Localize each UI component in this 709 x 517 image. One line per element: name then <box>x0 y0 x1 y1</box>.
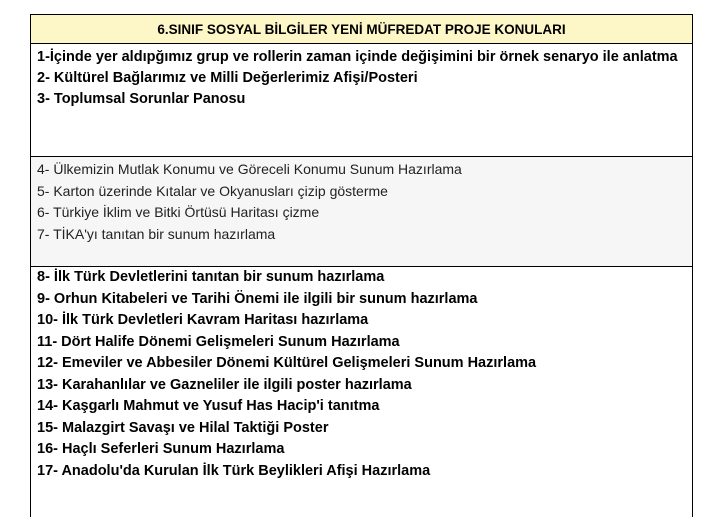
table-title: 6.SINIF SOSYAL BİLGİLER YENİ MÜFREDAT PROJE KONULARI <box>31 14 692 44</box>
topic-item: 10- İlk Türk Devletleri Kavram Haritası hazırlama <box>37 312 369 328</box>
topics-group-1 <box>31 44 692 157</box>
topic-item: 13- Karahanlılar ve Gazneliler ile ilgili poster hazırlama <box>37 376 412 393</box>
topic-item: 14- Kaşgarlı Mahmut ve Yusuf Has Hacip'i tanıtma <box>37 398 380 414</box>
topic-item: 16- Haçlı Seferleri Sunum Hazırlama <box>37 441 285 457</box>
topic-item: 11- Dört Halife Dönemi Gelişmeleri Sunum Hazırlama <box>37 333 400 350</box>
topic-item: 1-İçinde yer aldıpğımız grup ve rollerin zaman içinde değişimini bir örnek senaryo ile anlatma <box>37 49 678 65</box>
topic-item: 8- İlk Türk Devletlerini tanıtan bir sunum hazırlama <box>37 269 385 285</box>
topic-item: 6- Türkiye İklim ve Bitki Örtüsü Haritası çizme <box>37 204 320 220</box>
topics-group-3 <box>31 267 692 517</box>
topic-item: 9- Orhun Kitabeleri ve Tarihi Önemi ile ilgili bir sunum hazırlama <box>37 290 478 307</box>
topic-item: 17- Anadolu'da Kurulan İlk Türk Beylikleri Afişi Hazırlama <box>37 462 431 479</box>
topic-item: 3- Toplumsal Sorunlar Panosu <box>37 91 246 107</box>
topic-item: 2- Kültürel Bağlarımız ve Milli Değerlerimiz Afişi/Posteri <box>37 70 418 86</box>
topic-item: 7- TİKA'yı tanıtan bir sunum hazırlama <box>37 225 276 242</box>
topic-item: 15- Malazgirt Savaşı ve Hilal Taktiği Poster <box>37 419 329 436</box>
topic-item: 12- Emeviler ve Abbesiler Dönemi Kültürel Gelişmeleri Sunum Hazırlama <box>37 355 537 371</box>
project-topics-table <box>30 14 693 517</box>
topic-item: 5- Karton üzerinde Kıtalar ve Okyanusları çizip gösterme <box>37 182 388 199</box>
topic-item: 4- Ülkemizin Mutlak Konumu ve Göreceli Konumu Sunum Hazırlama <box>37 161 462 177</box>
topics-group-2 <box>31 157 692 267</box>
